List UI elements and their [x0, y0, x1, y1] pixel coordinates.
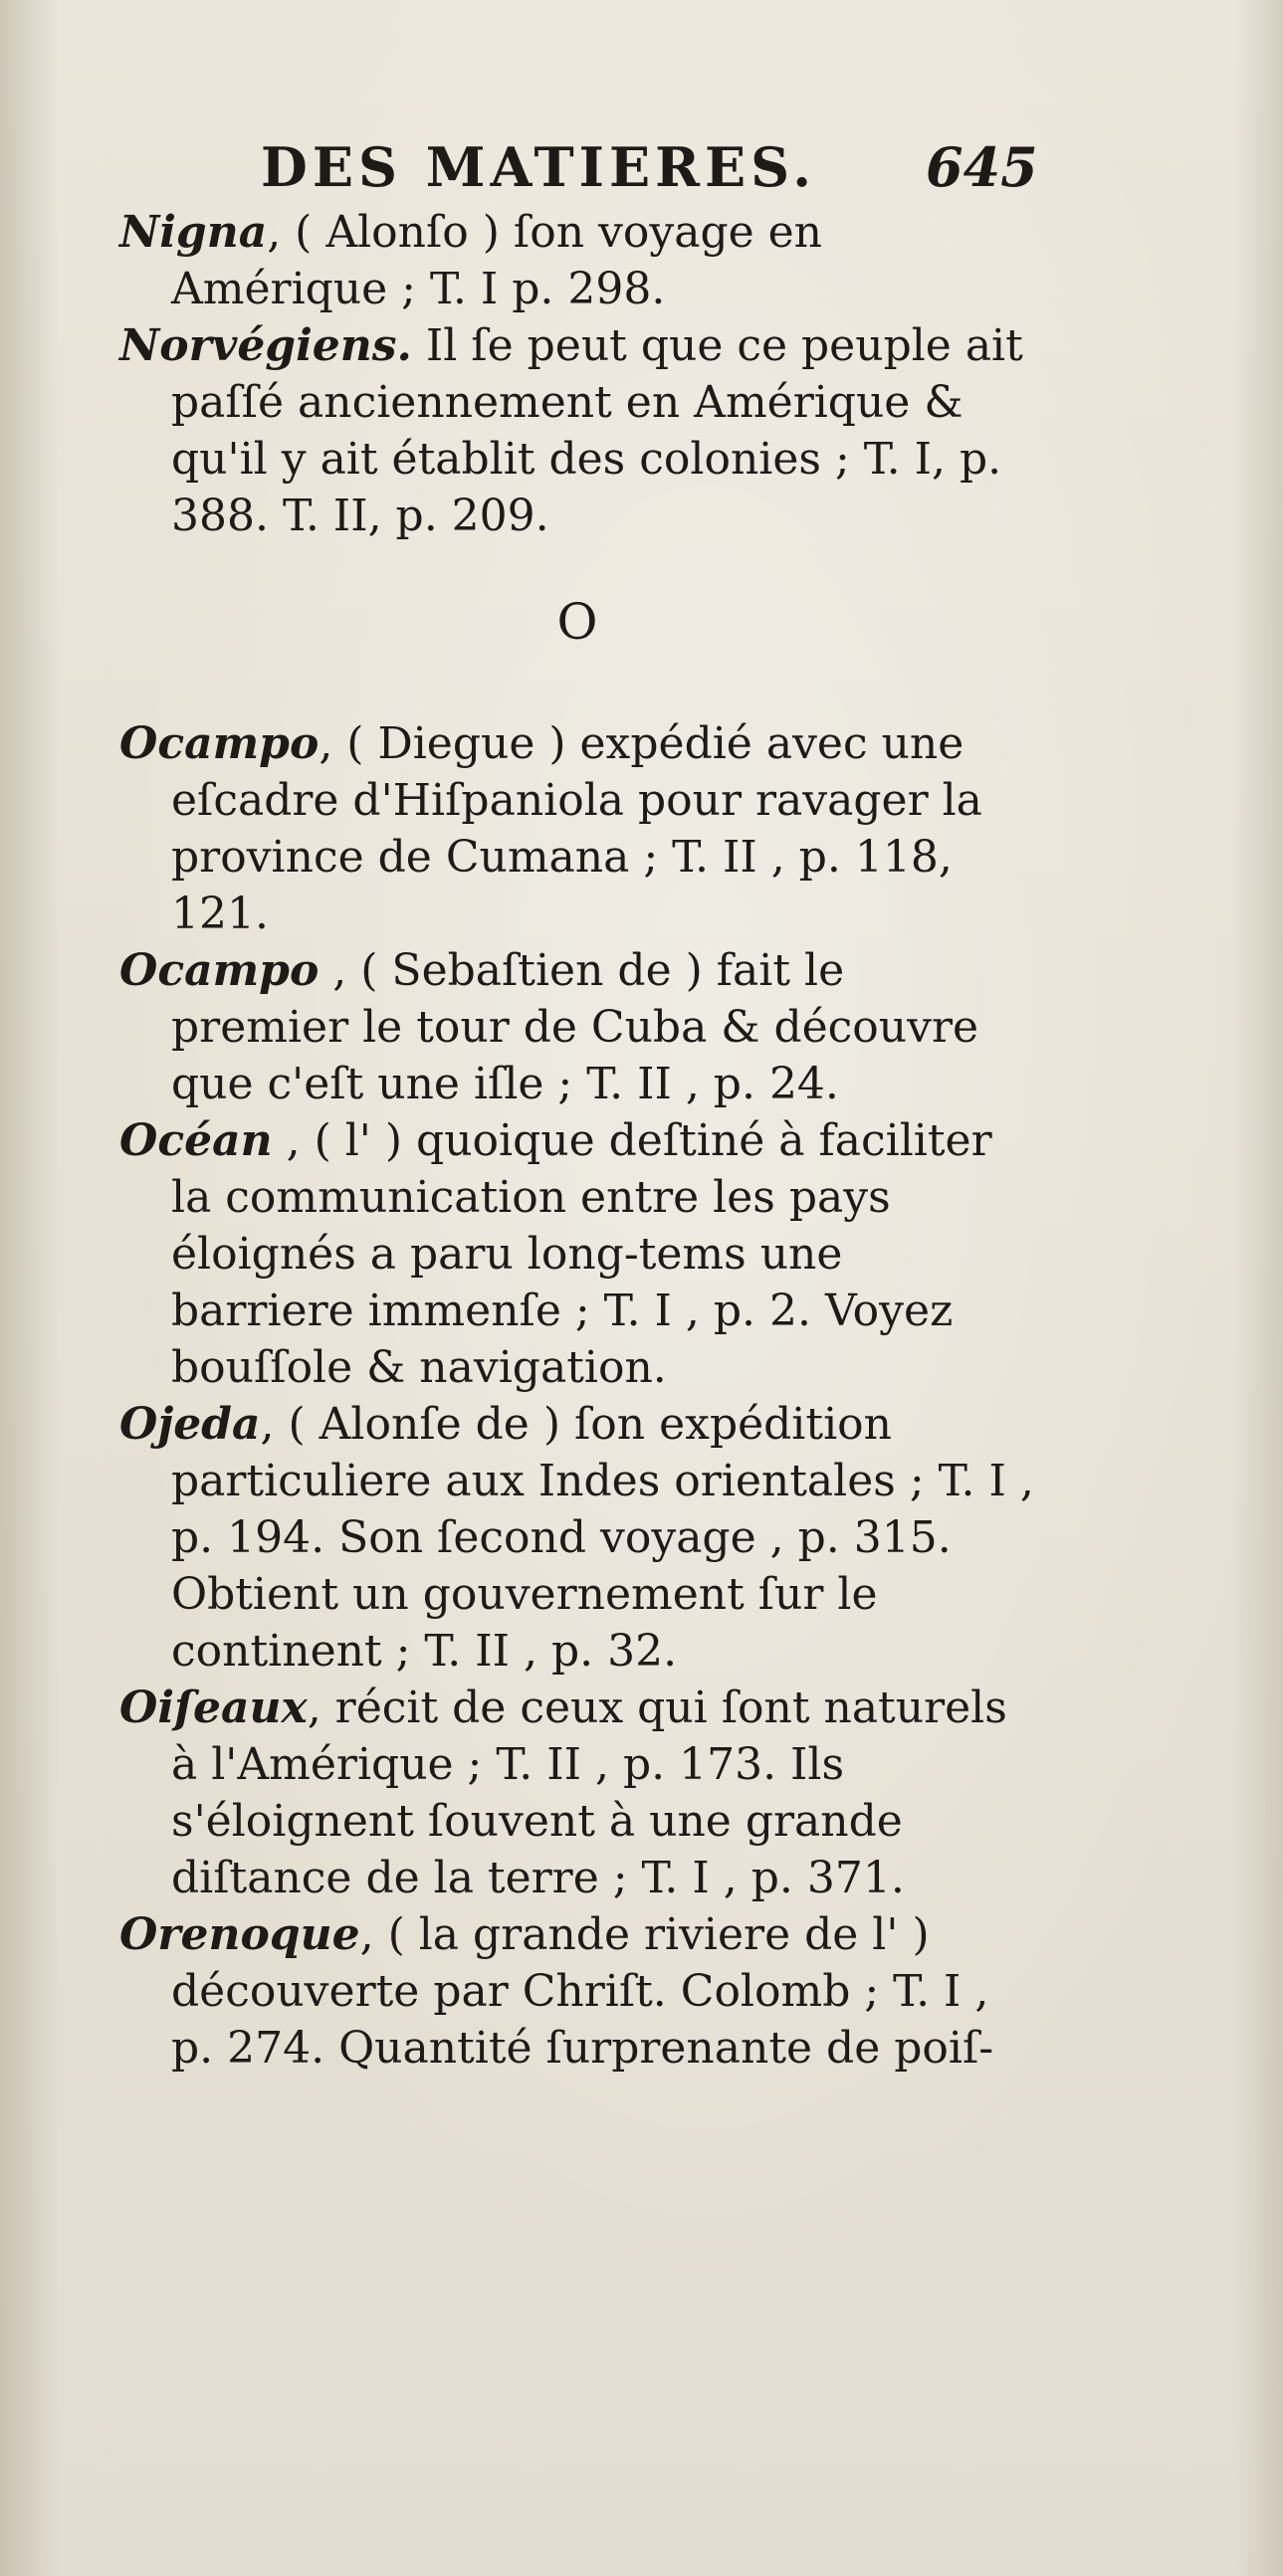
- entry-headword: Ocampo: [119, 718, 320, 769]
- index-entry: [119, 715, 1035, 942]
- entry-text: Il ſe peut que ce peuple ait paſſé anciennement en Amérique & qu'il y ait établit des colonies ; T. I, p. 388. T. II, p. 209.: [171, 320, 1023, 541]
- index-text: [119, 204, 1035, 2077]
- entry-text: , ( la grande riviere de l' ) découverte par Chriſt. Colomb ; T. I , p. 274. Quantité ſurprenante de poiſ-: [171, 1909, 994, 2074]
- entry-text: , ( Sebaſtien de ) fait le premier le tour de Cuba & découvre que c'eſt une iſle ; T. II , p. 24.: [171, 945, 979, 1109]
- entry-headword: Norvégiens.: [119, 320, 412, 371]
- page-number: 645: [926, 135, 1038, 199]
- entry-headword: Océan: [119, 1115, 273, 1166]
- index-entry: [119, 1396, 1035, 1680]
- entry-headword: Oiſeaux: [119, 1683, 308, 1733]
- entry-headword: Nigna: [119, 207, 268, 258]
- index-entry: [119, 1906, 1035, 2077]
- entry-text: , récit de ceux qui ſont naturels à l'Amérique ; T. II , p. 173. Ils s'éloignent ſouvent à une grande diſtance de la terre ; T. I , p. 371.: [171, 1683, 1007, 1903]
- page-shadow-right: [1233, 0, 1283, 2576]
- index-entry: [119, 1112, 1035, 1396]
- index-entry: [119, 942, 1035, 1112]
- header-title: DES MATIERES.: [261, 135, 817, 199]
- index-entry: [119, 1680, 1035, 1906]
- entry-text: , ( Alonſo ) ſon voyage en Amérique ; T. I p. 298.: [171, 207, 823, 314]
- entry-headword: Ojeda: [119, 1399, 261, 1450]
- entry-text: , ( Alonſe de ) ſon expédition particuliere aux Indes orientales ; T. I , p. 194. Son ſecond voyage , p. 315. Obtient un gouvernement ſur le continent ; T. II , p. 32.: [171, 1399, 1034, 1677]
- index-entry: [119, 204, 1035, 317]
- entry-headword: Orenoque: [119, 1909, 360, 1960]
- entry-text: , ( Diegue ) expédié avec une eſcadre d'Hiſpaniola pour ravager la province de Cumana ; T. II , p. 118, 121.: [171, 718, 982, 939]
- entry-text: , ( l' ) quoique deſtiné à faciliter la communication entre les pays éloignés a paru long-tems une barriere immenſe ; T. I , p. 2. Voyez bouſſole & navigation.: [171, 1115, 992, 1393]
- running-header: [0, 127, 1283, 207]
- index-entry: [119, 317, 1035, 544]
- section-letter: O: [556, 593, 598, 651]
- page-shadow-left: [0, 0, 60, 2576]
- entry-headword: Ocampo: [119, 945, 320, 996]
